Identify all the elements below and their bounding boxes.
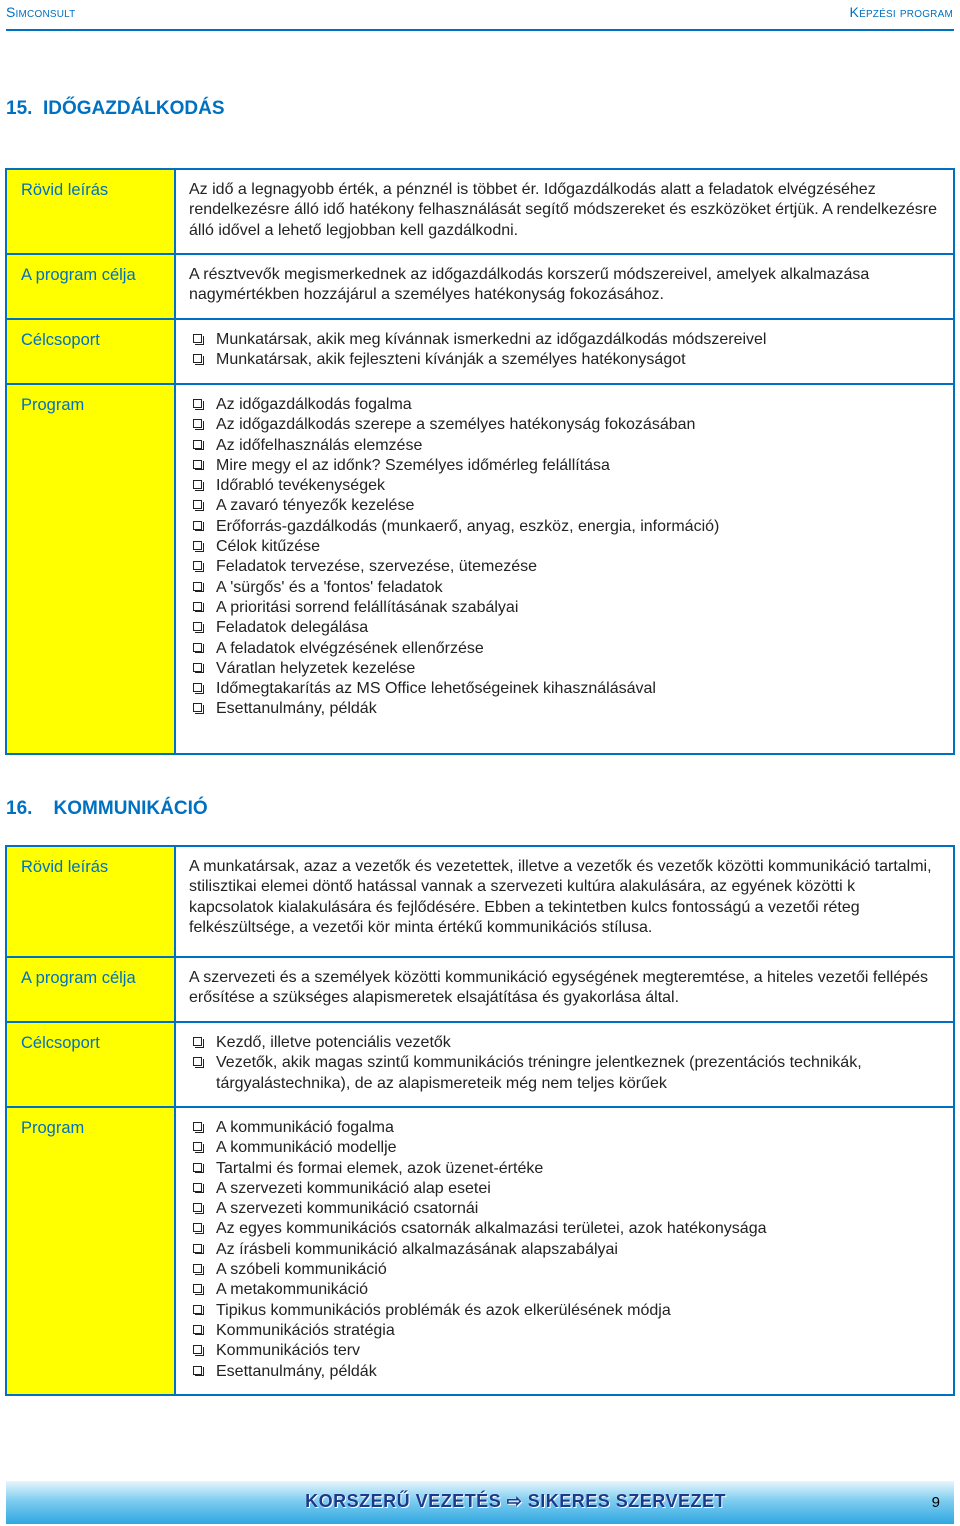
list-item xyxy=(189,1362,939,1382)
row-text: A résztvevők megismerkednek az időgazdálkodás korszerű módszereivel, amelyek alkalmazása nagymértékben hozzájárul a személyes hatékonyság fokozásához. xyxy=(175,254,954,319)
row-program xyxy=(6,1107,954,1395)
list-item xyxy=(189,476,939,496)
row-text: A szervezeti és a személyek közötti kommunikáció egységének megteremtése, a hiteles vezetői fellépés erősítése a szükséges alapismeretek elsajátítása és gyakorlása által. xyxy=(175,957,954,1022)
list-item xyxy=(189,699,939,719)
checkbox-icon xyxy=(193,1244,202,1253)
checkbox-icon xyxy=(193,683,202,692)
checkbox-list xyxy=(189,1033,939,1094)
checkbox-icon xyxy=(193,1122,202,1131)
list-item-text: Célok kitűzése xyxy=(216,538,321,556)
row-short-description xyxy=(6,846,954,957)
list-item xyxy=(189,395,939,415)
list-item-text: Feladatok delegálása xyxy=(216,619,369,637)
checkbox-icon xyxy=(193,1037,202,1046)
list-item xyxy=(189,330,939,350)
checkbox-icon xyxy=(193,399,202,408)
list-item xyxy=(189,618,939,638)
row-short-description xyxy=(6,169,954,254)
company-name: Simconsult xyxy=(6,4,76,20)
list-item xyxy=(189,1138,939,1158)
checkbox-list xyxy=(189,1118,939,1382)
list-item-text: Munkatársak, akik fejleszteni kívánják a személyes hatékonyságot xyxy=(216,351,686,369)
list-item xyxy=(189,557,939,577)
list-item xyxy=(189,415,939,435)
list-item xyxy=(189,1179,939,1199)
row-label: Program xyxy=(6,1107,175,1395)
list-item xyxy=(189,639,939,659)
checkbox-icon xyxy=(193,500,202,509)
list-item-text: Az időgazdálkodás fogalma xyxy=(216,396,412,413)
list-item xyxy=(189,578,939,598)
list-item xyxy=(189,1053,939,1094)
list-item-text: Kezdő, illetve potenciális vezetők xyxy=(216,1034,451,1051)
list-item xyxy=(189,1280,939,1300)
checkbox-icon xyxy=(193,703,202,712)
list-item xyxy=(189,436,939,456)
list-item-text: A 'sürgős' és a 'fontos' feladatok xyxy=(216,578,443,596)
list-item-text: A szóbeli kommunikáció xyxy=(216,1261,387,1279)
checkbox-icon xyxy=(193,1223,202,1232)
list-item xyxy=(189,1033,939,1053)
list-item-text: A kommunikáció fogalma xyxy=(216,1119,394,1136)
list-item-text: A zavaró tényezők kezelése xyxy=(216,497,415,515)
checkbox-icon xyxy=(193,1345,202,1354)
document-type: Képzési program xyxy=(849,4,953,20)
list-item-text: Kommunikációs stratégia xyxy=(216,1321,395,1339)
list-item xyxy=(189,679,939,699)
list-item-text: A szervezeti kommunikáció alap esetei xyxy=(216,1179,491,1197)
checkbox-icon xyxy=(193,521,202,530)
section-title-15 xyxy=(6,98,225,120)
checkbox-icon xyxy=(193,1163,202,1172)
checkbox-icon xyxy=(193,602,202,611)
checkbox-icon xyxy=(193,663,202,672)
list-item xyxy=(189,456,939,476)
checkbox-list xyxy=(189,395,939,720)
checkbox-icon xyxy=(193,1203,202,1212)
page-footer xyxy=(6,1481,954,1524)
list-item xyxy=(189,1118,939,1138)
checkbox-icon xyxy=(193,480,202,489)
list-item-text: Az időgazdálkodás szerepe a személyes hatékonyság fokozásában xyxy=(216,416,696,434)
row-text: Az idő a legnagyobb érték, a pénznél is többet ér. Időgazdálkodás alatt a feladatok elvégzéséhez rendelkezésre álló idő hatékony felhasználását segítő módszereket és eszközöket értjük. A rendelkezésre álló idővel a lehető legjobban kell gazdálkodni. xyxy=(175,169,954,254)
list-item xyxy=(189,598,939,618)
list-item xyxy=(189,1219,939,1239)
checkbox-icon xyxy=(193,1264,202,1273)
list-item-text: Vezetők, akik magas szintű kommunikációs tréningre jelentkeznek (prezentációs technikák, tárgyalástechnika), de az alapismereteik még nem teljes körűek xyxy=(216,1054,862,1092)
list-item-text: Váratlan helyzetek kezelése xyxy=(216,659,416,677)
list-item xyxy=(189,350,939,370)
list-item-text: Esettanulmány, példák xyxy=(216,1362,377,1380)
list-item xyxy=(189,1240,939,1260)
list-item-text: A kommunikáció modellje xyxy=(216,1139,397,1157)
list-item xyxy=(189,1341,939,1361)
page-number: 9 xyxy=(931,1494,940,1511)
checkbox-icon xyxy=(193,460,202,469)
list-item-text: Az írásbeli kommunikáció alkalmazásának alapszabályai xyxy=(216,1240,618,1258)
list-item-text: A prioritási sorrend felállításának szabályai xyxy=(216,598,519,616)
list-item xyxy=(189,517,939,537)
checkbox-icon xyxy=(193,334,202,343)
checkbox-icon xyxy=(193,1142,202,1151)
list-item xyxy=(189,496,939,516)
list-item-text: Tartalmi és formai elemek, azok üzenet-értéke xyxy=(216,1159,544,1177)
course-table-timemanagement xyxy=(5,168,955,755)
row-text: A munkatársak, azaz a vezetők és vezetettek, illetve a vezetők és vezetők közötti kommunikáció tartalmi, stilisztikai elemei döntő hatással vannak a szervezeti kultúra alakulására, az egyének közötti k kapcsolatok kialakulására és fejlődésére. Ebben a tekintetben kulcs fontosságú a vezetői réteg felkészültsége, a vezetői kör minta értékű kommunikációs stílusa. xyxy=(175,846,954,957)
list-item-text: Kommunikációs terv xyxy=(216,1342,361,1360)
list-item-text: A szervezeti kommunikáció csatornái xyxy=(216,1200,479,1218)
section-heading: KOMMUNIKÁCIÓ xyxy=(53,798,208,819)
row-target-group xyxy=(6,319,954,384)
row-program-goal xyxy=(6,957,954,1022)
checkbox-icon xyxy=(193,541,202,550)
list-item-text: Az időfelhasználás elemzése xyxy=(216,436,423,454)
row-label: Rövid leírás xyxy=(6,846,175,957)
checkbox-icon xyxy=(193,622,202,631)
row-label: Rövid leírás xyxy=(6,169,175,254)
footer-slogan: KORSZERŰ VEZETÉS ⇨ SIKERES SZERVEZET xyxy=(305,1491,726,1511)
list-item xyxy=(189,1260,939,1280)
checkbox-icon xyxy=(193,582,202,591)
row-label: A program célja xyxy=(6,957,175,1022)
list-item xyxy=(189,537,939,557)
checkbox-icon xyxy=(193,561,202,570)
course-table-communication xyxy=(5,845,955,1396)
list-item-text: Erőforrás-gazdálkodás (munkaerő, anyag, eszköz, energia, információ) xyxy=(216,517,720,535)
row-program-goal xyxy=(6,254,954,319)
row-label: A program célja xyxy=(6,254,175,319)
list-item-text: Munkatársak, akik meg kívánnak ismerkedni az időgazdálkodás módszereivel xyxy=(216,331,767,348)
checkbox-icon xyxy=(193,643,202,652)
list-item xyxy=(189,1199,939,1219)
list-item xyxy=(189,1321,939,1341)
header-divider xyxy=(6,29,954,31)
section-number: 16. xyxy=(6,798,33,819)
checkbox-icon xyxy=(193,1183,202,1192)
checkbox-icon xyxy=(193,354,202,363)
row-label: Célcsoport xyxy=(6,1022,175,1107)
list-item-text: Feladatok tervezése, szervezése, ütemezése xyxy=(216,558,538,576)
list-item-text: Az egyes kommunikációs csatornák alkalmazási területei, azok hatékonysága xyxy=(216,1220,767,1238)
list-item-text: Tipikus kommunikációs problémák és azok elkerülésének módja xyxy=(216,1301,671,1319)
checkbox-icon xyxy=(193,419,202,428)
list-item-text: A metakommunikáció xyxy=(216,1281,369,1299)
row-label: Program xyxy=(6,384,175,754)
checkbox-icon xyxy=(193,1057,202,1066)
list-item-text: Időmegtakarítás az MS Office lehetőségeinek kihasználásával xyxy=(216,680,656,698)
list-item xyxy=(189,1159,939,1179)
checkbox-icon xyxy=(193,1284,202,1293)
page-header xyxy=(0,0,960,30)
section-number: 15. xyxy=(6,98,33,119)
row-target-group xyxy=(6,1022,954,1107)
list-item xyxy=(189,1301,939,1321)
section-heading: IDŐGAZDÁLKODÁS xyxy=(42,98,225,119)
checkbox-list xyxy=(189,330,939,371)
list-item-text: A feladatok elvégzésének ellenőrzése xyxy=(216,639,484,657)
checkbox-icon xyxy=(193,1366,202,1375)
list-item-text: Esettanulmány, példák xyxy=(216,700,377,718)
checkbox-icon xyxy=(193,1325,202,1334)
list-item-text: Időrabló tevékenységek xyxy=(216,477,385,495)
list-item xyxy=(189,659,939,679)
checkbox-icon xyxy=(193,440,202,449)
row-label: Célcsoport xyxy=(6,319,175,384)
row-program xyxy=(6,384,954,754)
checkbox-icon xyxy=(193,1305,202,1314)
list-item-text: Mire megy el az időnk? Személyes időmérleg felállítása xyxy=(216,456,610,474)
section-title-16 xyxy=(6,798,208,820)
